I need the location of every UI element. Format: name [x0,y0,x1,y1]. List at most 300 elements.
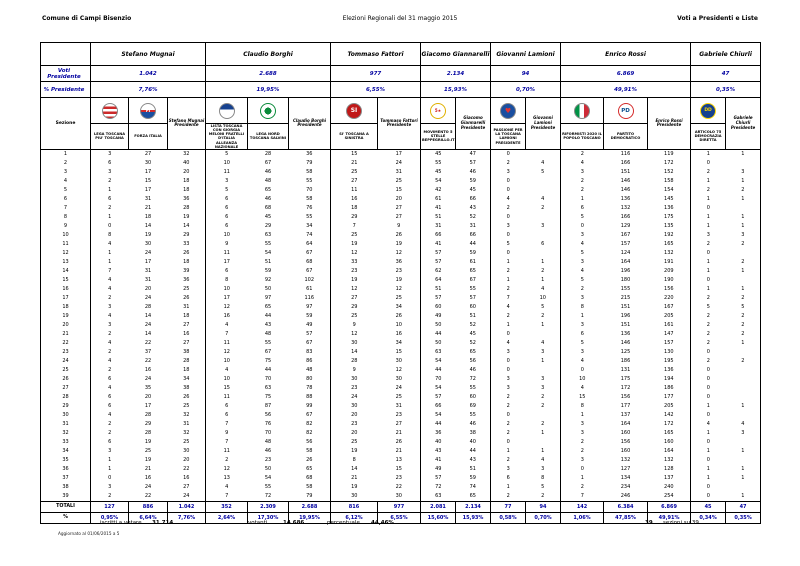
vote-value: 48 [264,177,272,184]
vote-value: 190 [664,276,674,283]
vote-value: 2 [491,312,526,321]
vote-value: 44 [421,420,456,429]
vote-value: 19 [331,240,378,249]
vote-value: 25 [183,438,190,445]
table-row [41,366,761,375]
vote-value: 9 [331,366,378,375]
vote-value: 10 [206,375,248,384]
si-toscana-logo-cell [331,98,378,124]
vote-value: 0 [491,438,526,447]
vote-value: 1 [691,213,726,222]
report-header [42,15,758,25]
table-row [41,231,761,240]
vote-value: 55 [264,483,272,490]
vote-value: 3 [491,348,526,357]
vote-value: 0 [491,366,526,375]
candidate-name: Gabriele Chiurli [691,43,761,66]
vote-value: 2 [691,168,726,177]
vote-value: 70 [264,429,272,436]
sezione-number: 2 [41,159,91,168]
vote-value: 36 [289,149,331,159]
vote-value: 25 [331,231,378,240]
vote-value: 1 [726,267,761,276]
vote-value: 12 [395,249,402,256]
vote-value: 151 [620,321,631,328]
table-row [41,204,761,213]
vote-value [726,159,761,168]
vote-value: 4 [91,240,129,249]
vote-value: 50 [421,339,456,348]
vote-value: 28 [183,204,190,211]
vote-value: 27 [183,339,190,346]
vote-value: 26 [183,249,190,256]
vote-value [526,438,561,447]
vote-value: 1 [691,465,726,474]
vote-value: 1 [726,474,761,483]
vote-value: 1 [541,321,545,328]
vote-value: 7 [331,222,378,231]
vote-value: 87 [264,402,272,409]
vote-value: 26 [183,393,190,400]
vote-value [726,249,761,258]
vote-value: 2 [91,429,129,438]
vote-value: 165 [664,429,674,436]
lega-toscana-logo-icon [102,103,118,119]
vote-value: 88 [306,393,313,400]
pct-value: 0,95% [91,512,129,523]
vote-value: 40 [421,438,456,447]
vote-value: 44 [421,330,456,339]
vote-value: 30 [395,492,402,499]
list-logos-row [41,98,761,124]
pct-value: 19,95% [289,512,331,523]
table-row [41,222,761,231]
table-row [41,330,761,339]
sezione-number: 27 [41,384,91,393]
vote-value: 3 [561,231,604,240]
vote-value: 3 [561,168,604,177]
vote-value: 44 [469,447,476,454]
vote-value: 66 [469,195,476,202]
vote-value: 2 [726,294,761,303]
vote-value: 172 [620,384,631,391]
vote-value: 57 [421,474,456,483]
vote-value: 28 [183,357,190,364]
vote-value: 164 [664,447,674,454]
vote-value: 17 [144,186,152,193]
vote-value: 1 [561,312,604,321]
vote-value: 2 [691,357,726,366]
vote-value: 61 [421,195,456,204]
vote-value: 9 [206,240,248,249]
vote-value: 50 [421,321,456,330]
vote-value: 166 [620,159,631,166]
vote-value: 136 [664,366,674,373]
vote-value: 18 [183,366,190,373]
vote-value: 2 [726,330,761,339]
total-value: 886 [129,501,168,512]
vote-value: 2 [561,149,604,159]
vote-value: 31 [183,303,190,310]
table-row [41,447,761,456]
vote-value: 23 [395,411,402,418]
votanti-value: 14.686 [283,520,305,526]
vote-value: 0 [691,438,726,447]
forza-italia-logo-cell [129,98,168,124]
vote-value: 4 [91,357,129,366]
vote-value: 30 [331,492,378,502]
vote-value [526,177,561,186]
table-row [41,276,761,285]
candidate-pct: 49,91% [561,82,691,98]
vote-value: 209 [664,267,674,274]
vote-value: 21 [395,429,402,436]
vote-value: 2 [491,402,526,411]
vote-value: 27 [129,149,168,159]
voti-presidente-row [41,66,761,82]
vote-value: 157 [664,339,674,346]
vote-value: 82 [306,420,313,427]
vote-value: 134 [620,474,631,481]
vote-value: 44 [421,366,456,375]
vote-value: 17 [206,258,248,267]
vote-value: 41 [421,204,456,213]
vote-value: 2 [541,204,545,211]
vote-value: 46 [469,420,476,427]
vote-value: 42 [421,186,456,195]
candidate-votes: 94 [491,66,561,82]
vote-value: 43 [421,447,456,456]
vote-value: 2 [561,177,604,186]
vote-value: 60 [469,393,476,400]
vote-value: 14 [183,222,190,229]
vote-value: 28 [331,357,378,366]
pd-logo-icon: PD [618,103,634,119]
pct-value: 0,70% [526,512,561,523]
vote-value: 1 [91,249,129,258]
vote-value: 30 [144,240,152,247]
vote-value: 186 [664,384,674,391]
iscritti-value: 31.714 [152,520,174,526]
vote-value: 64 [306,240,313,247]
vote-value [726,204,761,213]
vote-value: 17 [144,168,152,175]
vote-value: 1 [541,447,545,454]
vote-value: 60 [421,303,456,312]
vote-value: 54 [421,411,456,420]
vote-value: 11 [331,186,378,195]
vote-value: 67 [306,267,313,274]
vote-value: 65 [469,492,476,499]
vote-value: 38 [183,348,190,355]
vote-value: 25 [331,438,378,447]
vote-value: 17 [144,402,152,409]
vote-value: 0 [691,159,726,168]
vote-value: 11 [206,168,248,177]
vote-value: 3 [541,375,545,382]
vote-value: 26 [306,456,313,463]
vote-value: 29 [331,213,378,222]
vote-value: 38 [469,429,476,436]
candidate-votes: 1.042 [91,66,206,82]
vote-value: 61 [469,258,476,265]
vote-value: 129 [620,222,631,229]
table-row [41,285,761,294]
vote-value: 22 [144,339,152,346]
vote-value: 1 [691,177,726,186]
sezioni-count: 39 [645,520,653,526]
vote-value: 23 [331,384,378,393]
vote-value: 6 [561,330,604,339]
vote-value: 68 [306,474,313,481]
list-name: LEGA TOSCANA PIU' TOSCANA [91,124,129,150]
vote-value: 132 [664,249,674,256]
vote-value: 1 [561,195,604,204]
vote-value: 166 [620,213,631,220]
vote-value: 137 [620,411,631,418]
vote-value: 26 [395,312,402,319]
vote-value: 3 [91,149,129,159]
vote-value: 254 [664,492,674,499]
vote-value: 0 [491,330,526,339]
vote-value: 2 [491,285,526,294]
riformisti-logo-cell [561,98,604,124]
vote-value: 246 [620,492,631,499]
vote-value: 137 [664,474,674,481]
vote-value: 17 [378,149,421,159]
vote-value: 10 [395,321,402,328]
vote-value: 65 [469,348,476,355]
vote-value: 3 [491,465,526,474]
vote-value: 13 [395,456,402,463]
vote-value: 1 [726,447,761,456]
vote-value: 186 [620,357,631,364]
table-row [41,339,761,348]
vote-value: 3 [491,222,526,231]
vote-value: 116 [304,294,315,301]
table-row [41,393,761,402]
vote-value: 63 [264,384,272,391]
vote-value: 156 [620,393,631,400]
vote-value: 23 [395,267,402,274]
vote-value [726,483,761,492]
vote-value: 36 [183,276,190,283]
vote-value: 29 [331,303,378,312]
percentuale-value: 44,46% [371,520,394,526]
vote-value: 2 [491,492,526,502]
vote-value: 66 [421,402,456,411]
vote-value: 1 [691,267,726,276]
vote-value: 5 [561,213,604,222]
vote-value: 3 [541,384,545,391]
vote-value: 65 [306,465,313,472]
sezioni-label: sezioni su 39 [663,520,699,526]
vote-value: 15 [206,384,248,393]
vote-value: 11 [206,249,248,258]
vote-value [526,149,561,159]
table-row [41,195,761,204]
vote-value: 12 [331,249,378,258]
vote-value: 164 [620,258,631,265]
vote-value: 34 [306,222,313,229]
vote-value: 2 [91,177,129,186]
vote-value: 19 [395,276,402,283]
vote-value: 0 [691,348,726,357]
vote-value: 24 [183,492,190,499]
vote-value: 2 [91,366,129,375]
vote-value: 3 [561,456,604,465]
vote-value: 22 [144,492,152,499]
lega-nord-logo-icon [260,103,276,119]
vote-value: 7 [561,492,604,502]
table-row [41,312,761,321]
vote-value: 2 [541,402,545,409]
vote-value: 1 [691,429,726,438]
vote-value: 44 [469,240,476,247]
vote-value: 4 [491,195,526,204]
vote-value: 45 [264,213,272,220]
vote-value: 52 [469,339,476,346]
pct-value: 17,30% [248,512,289,523]
vote-value: 5 [691,303,726,312]
candidate-pct: 19,95% [206,82,331,98]
vote-value: 79 [306,159,313,166]
fratelli-italia-logo-cell [206,98,248,124]
results-table [40,42,761,524]
vote-value: 67 [264,348,272,355]
totali-row [41,501,761,512]
vote-value: 1 [91,213,129,222]
vote-value [526,186,561,195]
vote-value: 192 [664,231,674,238]
vote-value: 0 [491,249,526,258]
vote-value: 12 [206,465,248,474]
vote-value: 240 [664,483,674,490]
vote-value: 0 [691,366,726,375]
vote-value: 14 [144,312,152,319]
table-row [41,267,761,276]
vote-value: 51 [264,258,272,265]
vote-value: 5 [541,303,545,310]
vote-value: 68 [264,204,272,211]
vote-value: 0 [91,222,129,231]
vote-value: 127 [620,465,631,472]
table-row [41,213,761,222]
vote-value: 19 [395,240,402,247]
vote-value: 5 [541,168,545,175]
vote-value: 36 [183,195,190,202]
vote-value: 0 [491,149,526,159]
vote-value: 10 [206,231,248,240]
vote-value: 2 [491,267,526,276]
vote-value: 56 [469,357,476,364]
vote-value: 32 [183,429,190,436]
table-row [41,465,761,474]
vote-value [726,411,761,420]
vote-value: 59 [264,267,272,274]
vote-value: 5 [541,483,545,490]
sezione-number: 30 [41,411,91,420]
vote-value: 63 [421,492,456,502]
vote-value: 3 [91,303,129,312]
vote-value: 160 [664,438,674,445]
vote-value: 92 [264,276,272,283]
vote-value: 99 [306,402,313,409]
m5s-logo-icon: 5★ [430,103,446,119]
vote-value: 1 [726,213,761,222]
vote-value: 18 [183,312,190,319]
vote-value: 67 [264,159,272,166]
sezione-number: 36 [41,465,91,474]
vote-value: 54 [421,177,456,186]
presidente-column-header: Claudio Borghi Presidente [289,98,331,150]
pct-value: 49,91% [648,512,691,523]
total-value: 47 [726,501,761,512]
vote-value: 51 [421,213,456,222]
total-value: 1.042 [168,501,206,512]
vote-value: 64 [421,276,456,285]
vote-value: 63 [264,231,272,238]
vote-value: 25 [183,285,190,292]
vote-value: 1 [726,177,761,186]
total-value: 127 [91,501,129,512]
vote-value: 12 [206,303,248,312]
vote-value: 17 [206,294,248,303]
table-row [41,258,761,267]
vote-value: 1 [726,402,761,411]
vote-value: 43 [264,321,272,328]
vote-value: 2 [691,186,726,195]
vote-value: 25 [331,312,378,321]
sezione-number: 21 [41,330,91,339]
vote-value: 55 [469,411,476,418]
vote-value: 20 [395,195,402,202]
vote-value: 12 [395,366,402,373]
total-value: 2.134 [456,501,491,512]
vote-value: 54 [264,249,272,256]
presidente-column-header: Enrico Rossi Presidente [648,98,691,150]
vote-value: 2 [541,393,545,400]
vote-value: 28 [144,303,152,310]
vote-value: 34 [183,375,190,382]
vote-value: 0 [561,465,604,474]
vote-value: 22 [144,357,152,364]
vote-value: 2 [541,267,545,274]
vote-value [726,375,761,384]
vote-value: 6 [91,393,129,402]
votanti-label: votanti [248,520,268,526]
vote-value: 167 [664,303,674,310]
vote-value: 14 [331,465,378,474]
vote-value: 4 [206,483,248,492]
table-row [41,321,761,330]
pct-value: 0,35% [726,512,761,523]
vote-value: 151 [620,303,631,310]
vote-value: 19 [331,276,378,285]
vote-value: 6 [91,375,129,384]
vote-value: 46 [469,366,476,373]
vote-value: 1 [726,285,761,294]
vote-value: 177 [620,402,631,409]
table-row [41,384,761,393]
candidate-name: Claudio Borghi [206,43,331,66]
vote-value: 2 [91,348,129,357]
vote-value: 65 [469,267,476,274]
vote-value: 31 [395,168,402,175]
vote-value: 6 [206,204,248,213]
sezione-number: 6 [41,195,91,204]
total-value: 45 [691,501,726,512]
